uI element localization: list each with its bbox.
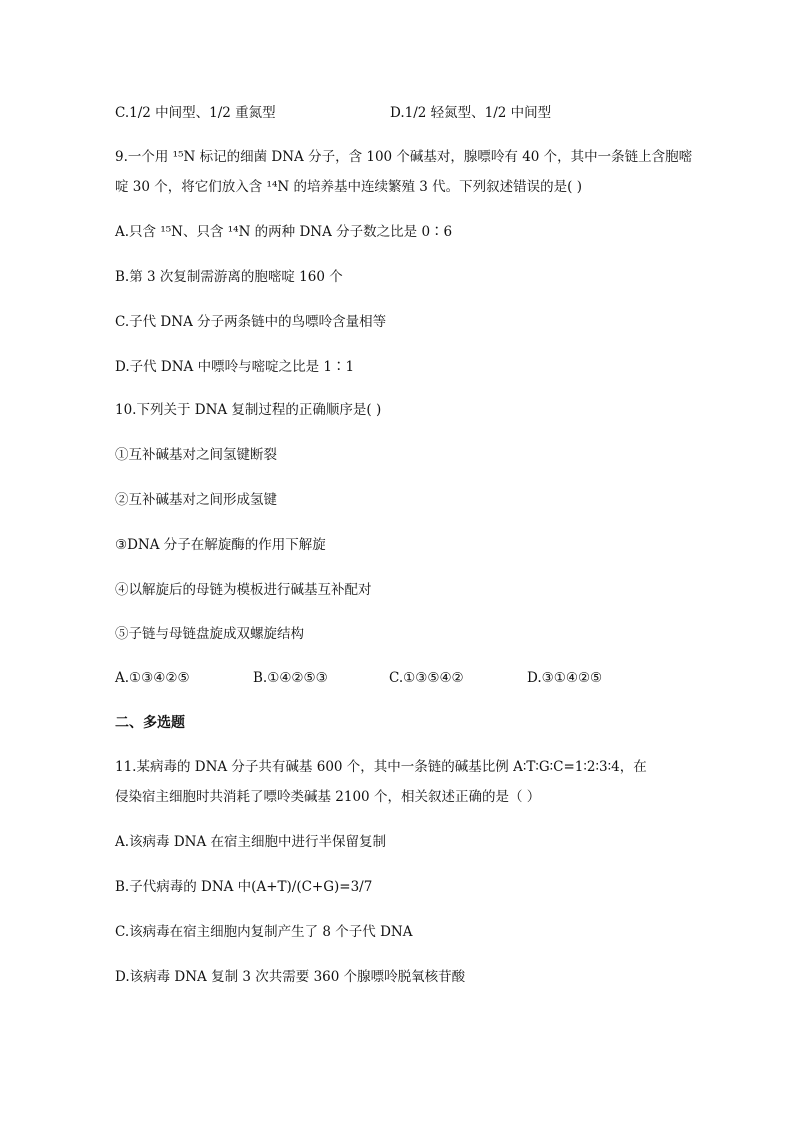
question-10-choice-b: B.①④②⑤③ (253, 670, 328, 686)
question-10-choice-d: D.③①④②⑤ (527, 670, 603, 686)
question-11-option-d: D.该病毒 DNA 复制 3 次共需要 360 个腺嘌呤脱氧核苷酸 (115, 969, 466, 985)
question-9-stem-line2: 啶 30 个，将它们放入含 ¹⁴N 的培养基中连续繁殖 3 代。下列叙述错误的是( ) (115, 179, 582, 195)
question-10-step-4: ④以解旋后的母链为模板进行碱基互补配对 (115, 582, 372, 598)
question-10-choice-a: A.①③④②⑤ (115, 670, 190, 686)
option-c-prev-question: C.1/2 中间型、1/2 重氮型 (115, 105, 276, 121)
question-10-choice-c: C.①③⑤④② (389, 670, 464, 686)
question-9-option-c: C.子代 DNA 分子两条链中的鸟嘌呤含量相等 (115, 314, 387, 330)
question-11-option-a: A.该病毒 DNA 在宿主细胞中进行半保留复制 (115, 834, 387, 850)
question-9-option-d: D.子代 DNA 中嘌呤与嘧啶之比是 1∶1 (115, 359, 355, 375)
question-11-option-c: C.该病毒在宿主细胞内复制产生了 8 个子代 DNA (115, 924, 413, 940)
question-10-step-3: ③DNA 分子在解旋酶的作用下解旋 (115, 537, 326, 553)
question-9-stem-line1: 9.一个用 ¹⁵N 标记的细菌 DNA 分子，含 100 个碱基对，腺嘌呤有 40 个，其中一条链上含胞嘧 (115, 149, 693, 165)
question-9-option-a: A.只含 ¹⁵N、只含 ¹⁴N 的两种 DNA 分子数之比是 0∶6 (115, 224, 453, 240)
question-10-step-2: ②互补碱基对之间形成氢键 (115, 492, 277, 508)
question-11-stem-line1: 11.某病毒的 DNA 分子共有碱基 600 个，其中一条链的碱基比例 A∶T∶G∶C=1∶2∶3∶4，在 (115, 759, 647, 775)
question-10-step-5: ⑤子链与母链盘旋成双螺旋结构 (115, 626, 304, 642)
section-heading-multiple-choice: 二、多选题 (115, 715, 185, 731)
question-9-option-b: B.第 3 次复制需游离的胞嘧啶 160 个 (115, 269, 343, 285)
question-11-stem-line2: 侵染宿主细胞时共消耗了嘌呤类碱基 2100 个，相关叙述正确的是（ ） (115, 789, 541, 805)
question-10-stem: 10.下列关于 DNA 复制过程的正确顺序是( ) (115, 402, 382, 418)
option-d-prev-question: D.1/2 轻氮型、1/2 中间型 (390, 105, 552, 121)
question-11-option-b: B.子代病毒的 DNA 中(A+T)/(C+G)=3/7 (115, 879, 373, 895)
question-10-step-1: ①互补碱基对之间氢键断裂 (115, 447, 277, 463)
